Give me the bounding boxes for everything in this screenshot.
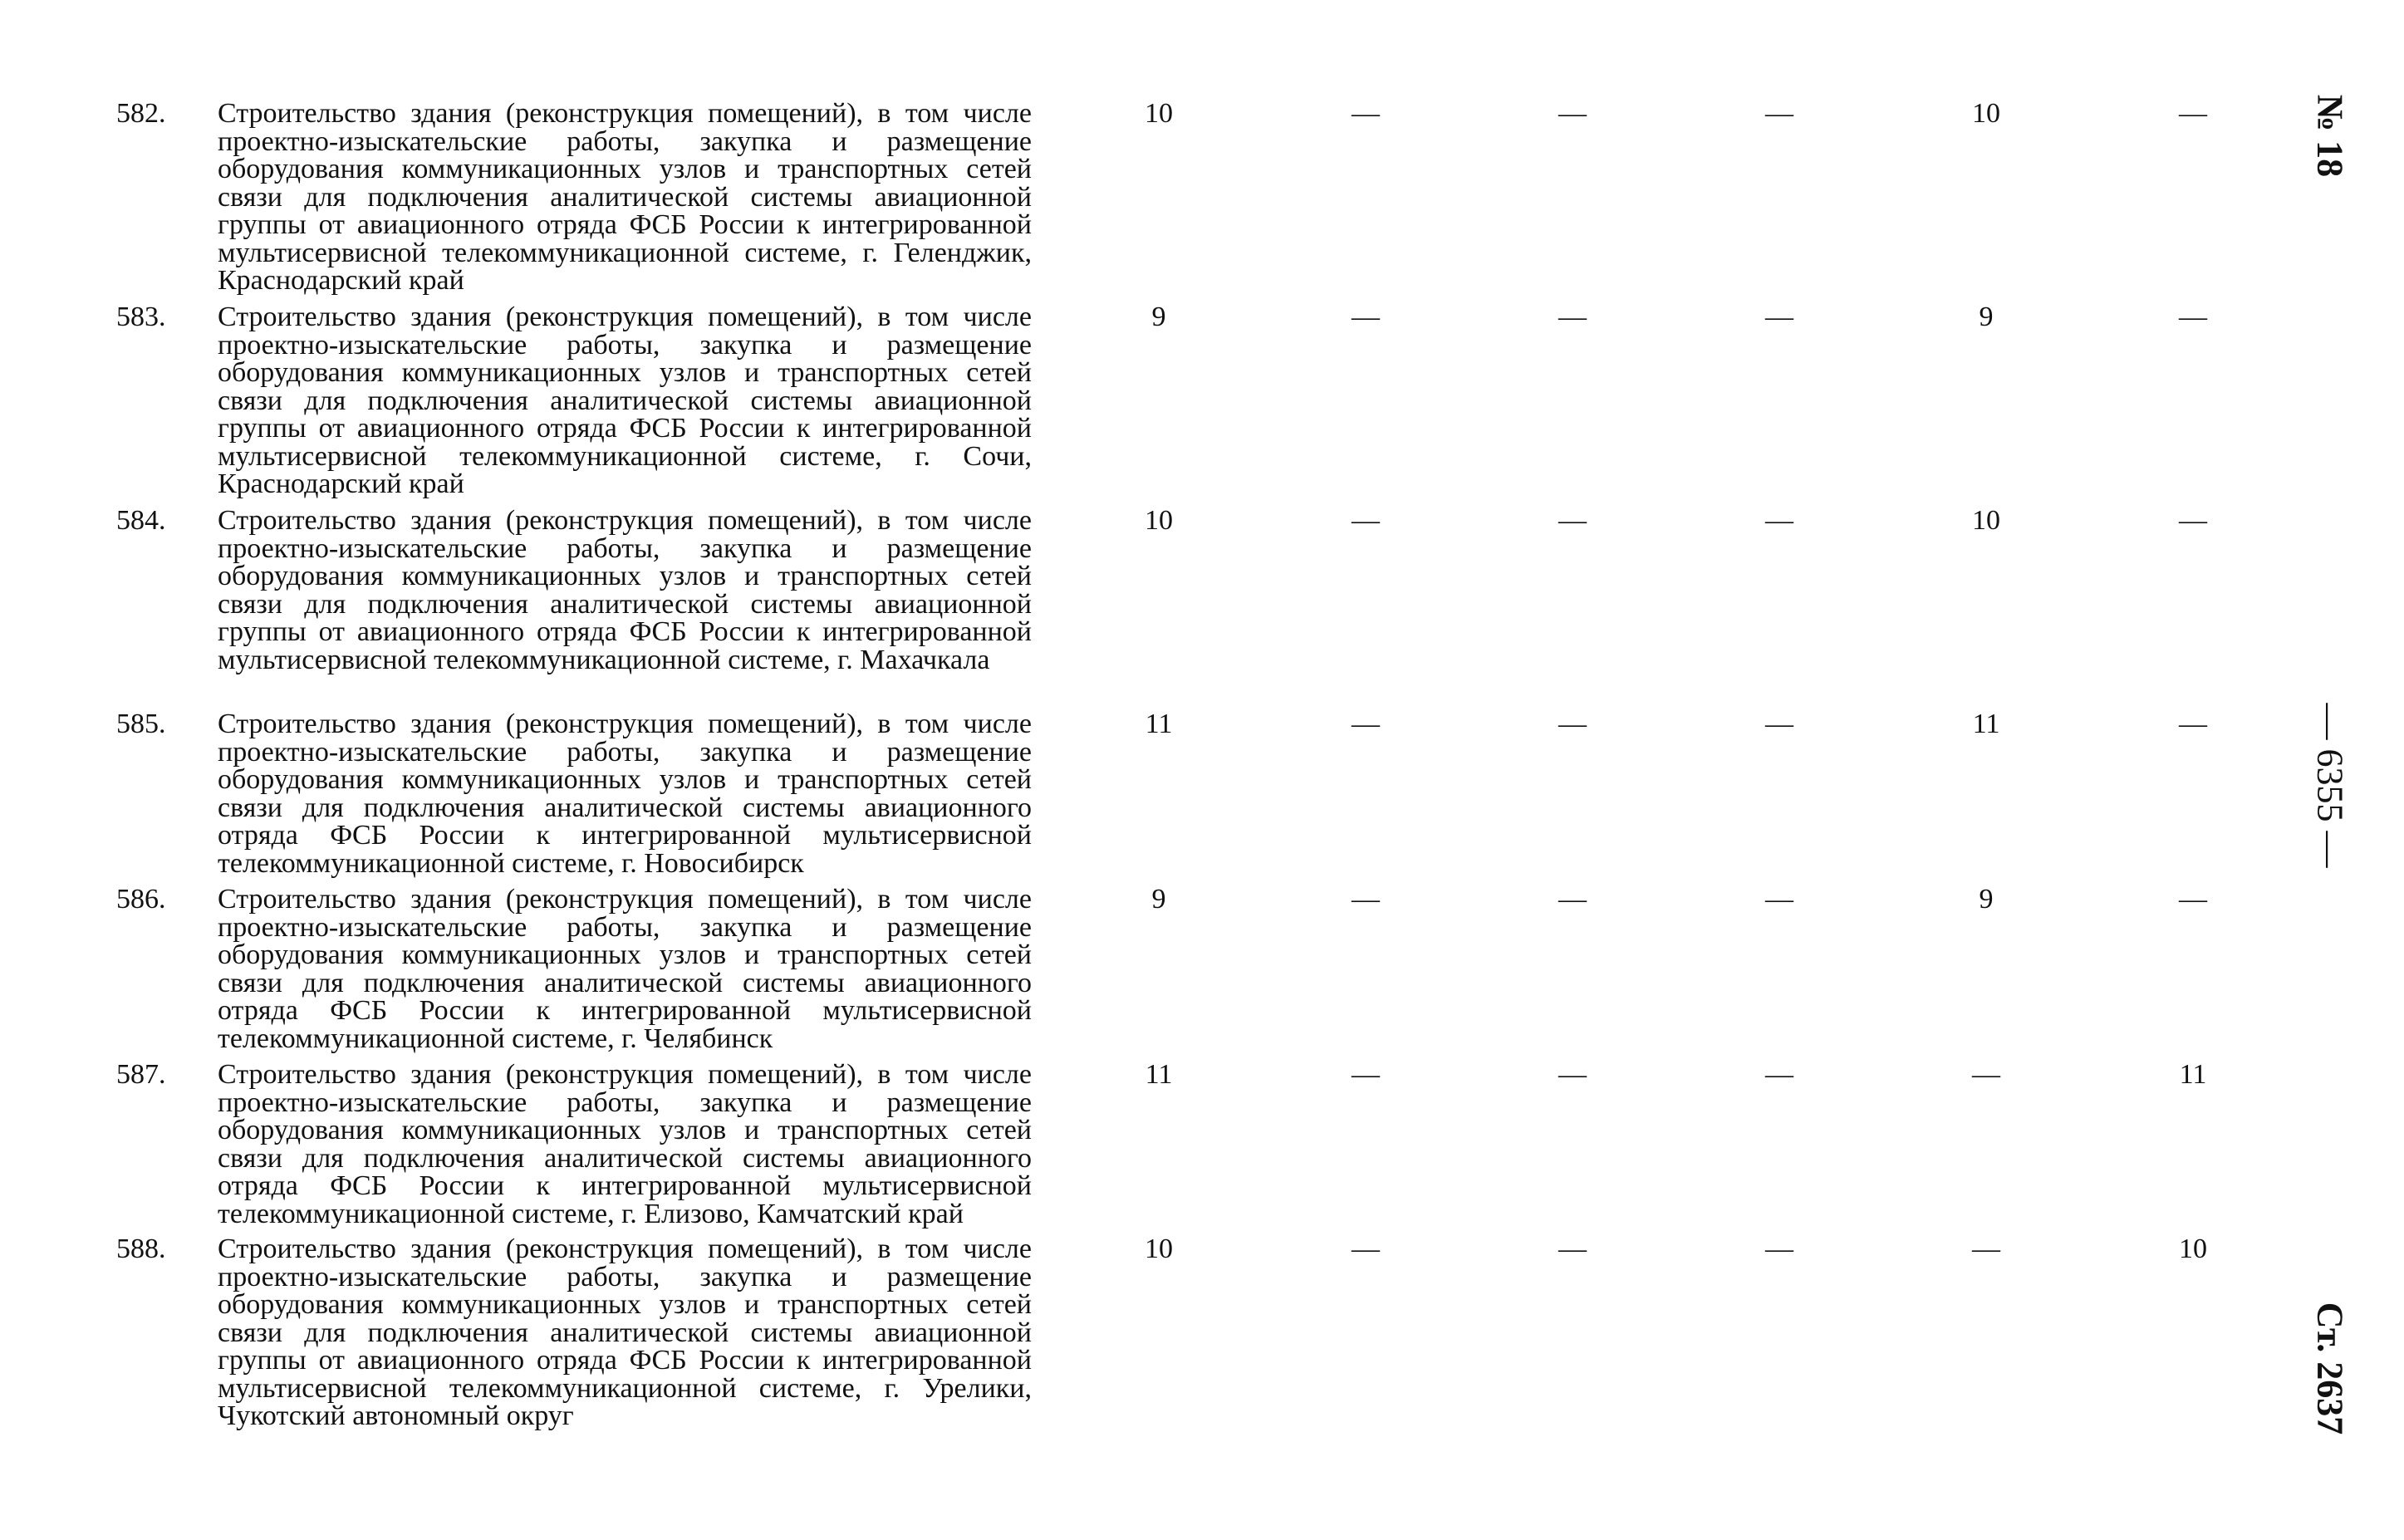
value-col-3: — [1558, 1233, 1587, 1264]
row-description: Строительство здания (реконструкция помещений), в том числе проектно-изыскательские работы, закупка и размещение оборудования коммуникационных узлов и транспортных сетей связи для подключения аналитической системы авиационной группы от авиационного отряда ФСБ России к интегрированной мультисервисной телекоммуникационной системе, г. Сочи, Краснодарский край [218, 302, 1032, 499]
row-description: Строительство здания (реконструкция помещений), в том числе проектно-изыскательские работы, закупка и размещение оборудования коммуникационных узлов и транспортных сетей связи для подключения аналитической системы авиационной группы от авиационного отряда ФСБ России к интегрированной мультисервисной телекоммуникационной системе, г. Геленджик, Краснодарский край [218, 98, 1032, 296]
value-col-6: — [2179, 709, 2207, 739]
value-col-3: — [1558, 505, 1587, 536]
value-col-4: — [1765, 884, 1793, 915]
value-col-3: — [1558, 884, 1587, 915]
value-col-4: — [1765, 1233, 1793, 1264]
row-description: Строительство здания (реконструкция помещений), в том числе проектно-изыскательские работы, закупка и размещение оборудования коммуникационных узлов и транспортных сетей связи для подключения аналитической системы авиационного отряда ФСБ России к интегрированной мультисервисной телекоммуникационной системе, г. Новосибирск [218, 709, 1032, 879]
value-col-1: 10 [1145, 1233, 1173, 1264]
value-col-3: — [1558, 1059, 1587, 1090]
value-col-4: — [1765, 709, 1793, 739]
value-col-2: — [1352, 884, 1380, 915]
value-col-6: — [2179, 884, 2207, 915]
value-col-5: — [1972, 1059, 2000, 1090]
value-col-4: — [1765, 505, 1793, 536]
value-col-2: — [1352, 505, 1380, 536]
page-number: — 6355 — [2309, 703, 2351, 868]
row-number: 585. [116, 709, 166, 739]
value-col-6: — [2179, 505, 2207, 536]
value-col-5: 10 [1972, 98, 2000, 129]
value-col-2: — [1352, 302, 1380, 332]
value-col-2: — [1352, 1059, 1380, 1090]
value-col-4: — [1765, 98, 1793, 129]
value-col-1: 11 [1145, 709, 1173, 739]
article-number: Ст. 2637 [2309, 1302, 2351, 1435]
value-col-4: — [1765, 1059, 1793, 1090]
value-col-2: — [1352, 1233, 1380, 1264]
value-col-1: 10 [1145, 98, 1173, 129]
value-col-1: 10 [1145, 505, 1173, 536]
row-number: 588. [116, 1233, 166, 1264]
value-col-4: — [1765, 302, 1793, 332]
value-col-6: 10 [2179, 1233, 2207, 1264]
row-number: 582. [116, 98, 166, 129]
row-description: Строительство здания (реконструкция помещений), в том числе проектно-изыскательские работы, закупка и размещение оборудования коммуникационных узлов и транспортных сетей связи для подключения аналитической системы авиационной группы от авиационного отряда ФСБ России к интегрированной мультисервисной телекоммуникационной системе, г. Махачкала [218, 505, 1032, 675]
value-col-1: 9 [1151, 302, 1166, 332]
row-number: 584. [116, 505, 166, 536]
row-number: 586. [116, 884, 166, 915]
value-col-5: — [1972, 1233, 2000, 1264]
row-description: Строительство здания (реконструкция помещений), в том числе проектно-изыскательские работы, закупка и размещение оборудования коммуникационных узлов и транспортных сетей связи для подключения аналитической системы авиационного отряда ФСБ России к интегрированной мультисервисной телекоммуникационной системе, г. Челябинск [218, 884, 1032, 1054]
value-col-1: 9 [1151, 884, 1166, 915]
row-number: 587. [116, 1059, 166, 1090]
value-col-3: — [1558, 302, 1587, 332]
value-col-5: 10 [1972, 505, 2000, 536]
issue-number: № 18 [2309, 94, 2351, 178]
value-col-1: 11 [1145, 1059, 1173, 1090]
row-number: 583. [116, 302, 166, 332]
value-col-6: — [2179, 302, 2207, 332]
value-col-6: 11 [2179, 1059, 2207, 1090]
value-col-5: 9 [1979, 302, 1994, 332]
value-col-5: 11 [1972, 709, 2000, 739]
value-col-2: — [1352, 98, 1380, 129]
value-col-3: — [1558, 709, 1587, 739]
row-description: Строительство здания (реконструкция помещений), в том числе проектно-изыскательские работы, закупка и размещение оборудования коммуникационных узлов и транспортных сетей связи для подключения аналитической системы авиационного отряда ФСБ России к интегрированной мультисервисной телекоммуникационной системе, г. Елизово, Камчатский край [218, 1059, 1032, 1229]
value-col-6: — [2179, 98, 2207, 129]
value-col-2: — [1352, 709, 1380, 739]
row-description: Строительство здания (реконструкция помещений), в том числе проектно-изыскательские работы, закупка и размещение оборудования коммуникационных узлов и транспортных сетей связи для подключения аналитической системы авиационной группы от авиационного отряда ФСБ России к интегрированной мультисервисной телекоммуникационной системе, г. Урелики, Чукотский автономный округ [218, 1233, 1032, 1431]
value-col-3: — [1558, 98, 1587, 129]
value-col-5: 9 [1979, 884, 1994, 915]
